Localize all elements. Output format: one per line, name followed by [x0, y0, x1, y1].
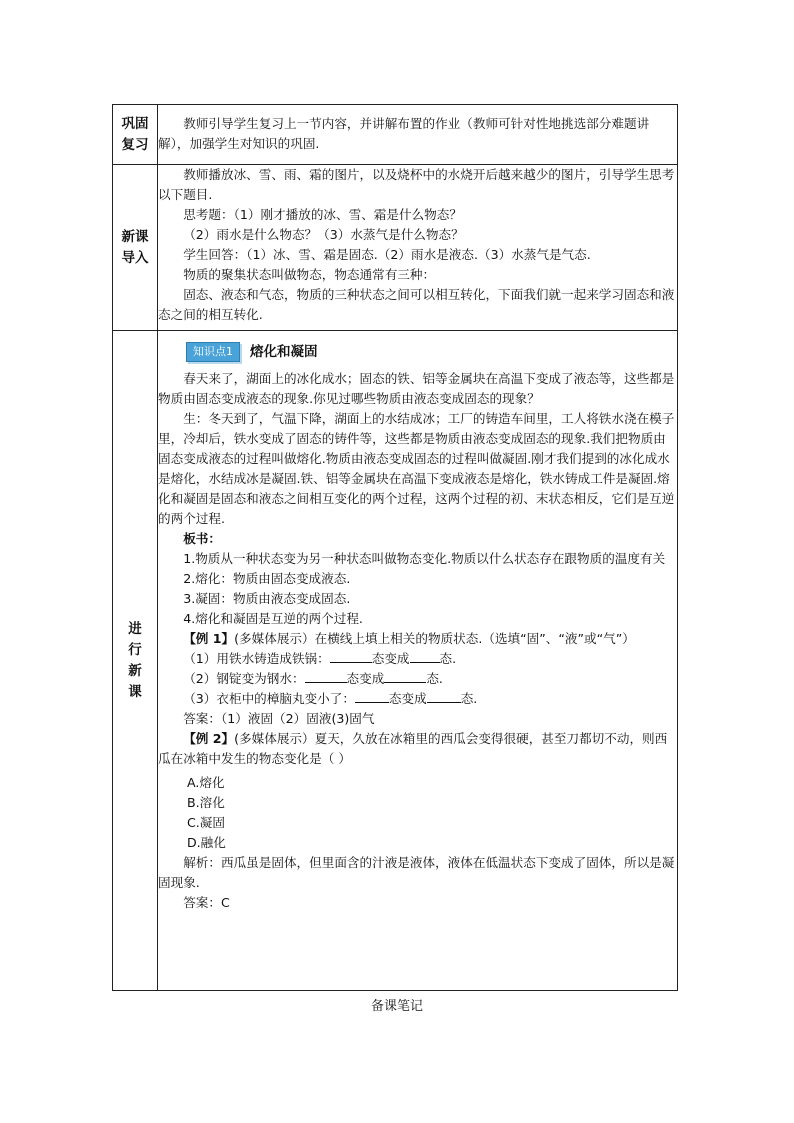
example-2-answer: 答案：C	[183, 895, 230, 910]
label-line: 行	[128, 641, 142, 658]
example-2-stem	[158, 729, 677, 769]
answer-blank	[410, 649, 440, 663]
answer-blank	[355, 689, 389, 703]
example-1-question	[158, 669, 677, 689]
board-item: 2.熔化：物质由固态变成液态.	[183, 571, 351, 586]
option: A.熔化	[186, 775, 225, 790]
board-item: 4.熔化和凝固是互逆的两个过程.	[183, 611, 363, 626]
answer-blank	[427, 689, 461, 703]
intro-paragraph: 物质的聚集状态叫做物态，物态通常有三种：	[183, 267, 436, 282]
answer-blank	[330, 649, 372, 663]
new-lesson-content	[158, 331, 678, 991]
example-1-text: (多媒体展示）在横线上填上相关的物质状态.（选填“固”、“液”或“气”）	[234, 631, 635, 646]
intro-paragraph: 教师播放冰、雪、雨、霜的图片，以及烧杯中的水烧开后越来越少的图片，引导学生思考以下题目.	[158, 167, 675, 202]
intro-answer: 学生回答：（1）冰、雪、霜是固态.（2）雨水是液态.（3）水蒸气是气态.	[183, 247, 591, 262]
example-1-tag: 【例 1】	[183, 631, 235, 646]
question-text: 态.	[460, 691, 478, 706]
option: D.融化	[186, 835, 226, 850]
example-1-question	[158, 689, 677, 709]
question-text: （1）用铁水铸造成铁锅：	[183, 651, 330, 666]
intro-paragraph: 固态、液态和气态，物质的三种状态之间可以相互转化，下面我们就一起来学习固态和液态之间的相互转化.	[158, 287, 675, 322]
question-text: 态变成	[388, 691, 427, 706]
question-text: 态变成	[346, 671, 385, 686]
new-lesson-label	[113, 331, 158, 991]
label-line: 新课	[121, 228, 149, 245]
lesson-paragraph: 春天来了，湖面上的冰化成水；固态的铁、铝等金属块在高温下变成了液态等，这些都是物质由固态变成液态的现象.你见过哪些物质由液态变成固态的现象？	[158, 371, 675, 406]
board-heading: 板书：	[183, 531, 221, 546]
lesson-plan-table	[112, 104, 678, 991]
example-1-question	[158, 649, 677, 669]
answer-blank	[384, 669, 426, 683]
review-label	[113, 105, 158, 165]
review-content	[158, 105, 678, 165]
board-item: 3.凝固：物质由液态变成固态.	[183, 591, 351, 606]
example-2-analysis: 解析：西瓜虽是固体，但里面含的汁液是液体，液体在低温状态下变成了固体，所以是凝固现象.	[158, 855, 675, 890]
intro-content	[158, 165, 678, 331]
board-item: 1.物质从一种状态变为另一种状态叫做物态变化.物质以什么状态存在跟物质的温度有关	[183, 551, 666, 566]
option: B.溶化	[186, 795, 225, 810]
knowledge-point-badge: 知识点1	[186, 342, 240, 362]
lesson-paragraph: 生：冬天到了，气温下降，湖面上的水结成冰；工厂的铸造车间里，工人将铁水浇在模子里，冷却后，铁水变成了固态的铸件等，这些都是物质由液态变成固态的现象.我们把物质由固态变成液态的过程叫做熔化.物质由液态变成固态的过程叫做凝固.刚才我们提到的冰化成水是熔化，水结成冰是凝固.铁、铝等金属块在高温下变成液态是熔化，铁水铸成工件是凝固.熔化和凝固是固态和液态之间相互变化的两个过程，这两个过程的初、末状态相反，它们是互逆的两个过程.	[158, 411, 675, 526]
knowledge-point-title: 熔化和凝固	[250, 344, 318, 360]
intro-question: 思考题：（1）刚才播放的冰、雪、霜是什么物态？	[183, 207, 462, 222]
intro-label	[113, 165, 158, 331]
example-2-tag: 【例 2】	[183, 731, 235, 746]
intro-question: （2）雨水是什么物态？（3）水蒸气是什么物态？	[183, 227, 464, 242]
intro-row	[113, 165, 678, 331]
review-text: 教师引导学生复习上一节内容，并讲解布置的作业（教师可针对性地挑选部分难题讲解），加强学生对知识的巩固.	[158, 116, 650, 151]
label-line: 复习	[121, 136, 149, 153]
label-line: 进	[128, 620, 142, 637]
new-lesson-row	[113, 331, 678, 991]
question-text: 态变成	[371, 651, 410, 666]
label-line: 导入	[121, 249, 149, 266]
example-1-stem	[158, 629, 677, 649]
footer-note: 备课笔记	[370, 999, 423, 1014]
example-2-text: (多媒体展示）夏天，久放在冰箱里的西瓜会变得很硬，甚至刀都切不动，则西瓜在冰箱中发生的物态变化是（ ）	[158, 731, 668, 766]
answer-blank	[305, 669, 347, 683]
label-line: 巩固	[121, 115, 149, 132]
option: C.凝固	[186, 815, 225, 830]
question-text: 态.	[426, 671, 443, 686]
knowledge-point-heading	[186, 341, 677, 363]
example-1-answer: 答案：（1）液固（2）固液(3)固气	[183, 711, 375, 726]
label-line: 新	[128, 662, 142, 679]
label-line: 课	[128, 683, 142, 700]
review-row	[113, 105, 678, 165]
question-text: （3）衣柜中的樟脑丸变小了：	[183, 691, 355, 706]
question-text: 态.	[439, 651, 457, 666]
question-text: （2）钢锭变为钢水：	[183, 671, 305, 686]
